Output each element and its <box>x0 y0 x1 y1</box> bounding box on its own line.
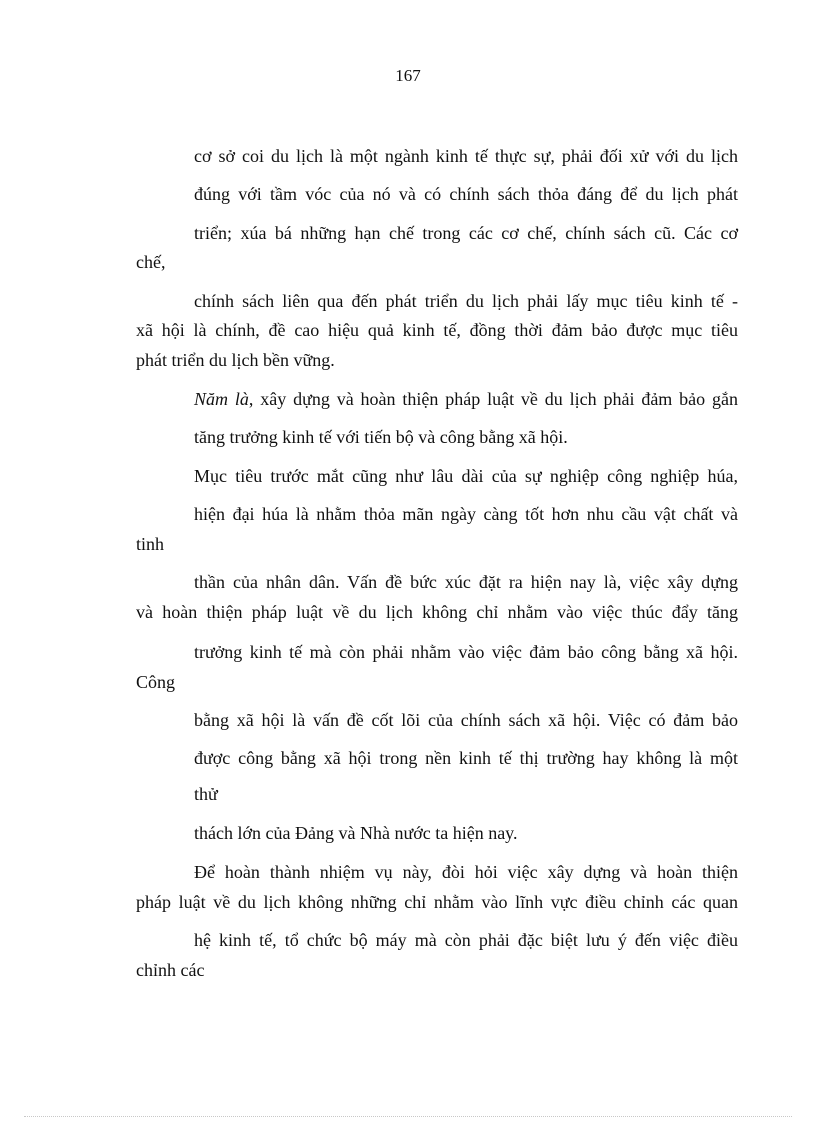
text-line: xã hội là chính, đề cao hiệu quả kinh tế, đồng thời đảm bảo được mục tiêu <box>136 320 738 340</box>
text-line: và hoàn thiện pháp luật về du lịch không chỉ nhằm vào việc thúc đẩy tăng <box>136 602 738 622</box>
text-line: Công <box>136 672 176 692</box>
text-line: thử <box>194 784 218 804</box>
text-line: hệ kinh tế, tổ chức bộ máy mà còn phải đặc biệt lưu ý đến việc điều <box>194 930 738 950</box>
text-line: tăng trưởng kinh tế với tiến bộ và công bằng xã hội. <box>194 427 568 447</box>
bottom-page-rule <box>24 1116 792 1117</box>
text-line: thách lớn của Đảng và Nhà nước ta hiện nay. <box>194 823 518 843</box>
text-line: đúng với tầm vóc của nó và có chính sách thỏa đáng để du lịch phát <box>194 184 738 204</box>
text-line: Để hoàn thành nhiệm vụ này, đòi hỏi việc xây dựng và hoàn thiện <box>194 862 738 882</box>
text-line: bằng xã hội là vấn đề cốt lõi của chính sách xã hội. Việc có đảm bảo <box>194 710 738 730</box>
text-line: Mục tiêu trước mắt cũng như lâu dài của sự nghiệp công nghiệp húa, <box>194 466 738 486</box>
text-line: tinh <box>136 534 165 554</box>
section-lead-italic: Năm là <box>194 389 249 409</box>
text-line: phát triển du lịch bền vững. <box>136 350 335 370</box>
text-line: hiện đại húa là nhằm thỏa mãn ngày càng tốt hơn nhu cầu vật chất và <box>194 504 738 524</box>
page-number: 167 <box>395 66 421 85</box>
text-line: chính sách liên qua đến phát triển du lịch phải lấy mục tiêu kinh tế - <box>194 291 738 311</box>
text-line: thần của nhân dân. Vấn đề bức xúc đặt ra hiện nay là, việc xây dựng <box>194 572 738 592</box>
text-line: chế, <box>136 252 166 272</box>
text-line <box>194 388 738 410</box>
text-run: , xây dựng và hoàn thiện pháp luật về du lịch phải đảm bảo gắn <box>248 389 738 409</box>
text-line: triển; xúa bá những hạn chế trong các cơ chế, chính sách cũ. Các cơ <box>194 223 738 243</box>
text-line: trưởng kinh tế mà còn phải nhằm vào việc đảm bảo công bằng xã hội. <box>194 642 738 662</box>
text-line: cơ sở coi du lịch là một ngành kinh tế thực sự, phải đối xử với du lịch <box>194 146 738 166</box>
text-line: chỉnh các <box>136 960 205 980</box>
text-line: được công bằng xã hội trong nền kinh tế thị trường hay không là một <box>194 748 738 768</box>
text-line: pháp luật về du lịch không những chỉ nhằm vào lĩnh vực điều chỉnh các quan <box>136 892 738 912</box>
